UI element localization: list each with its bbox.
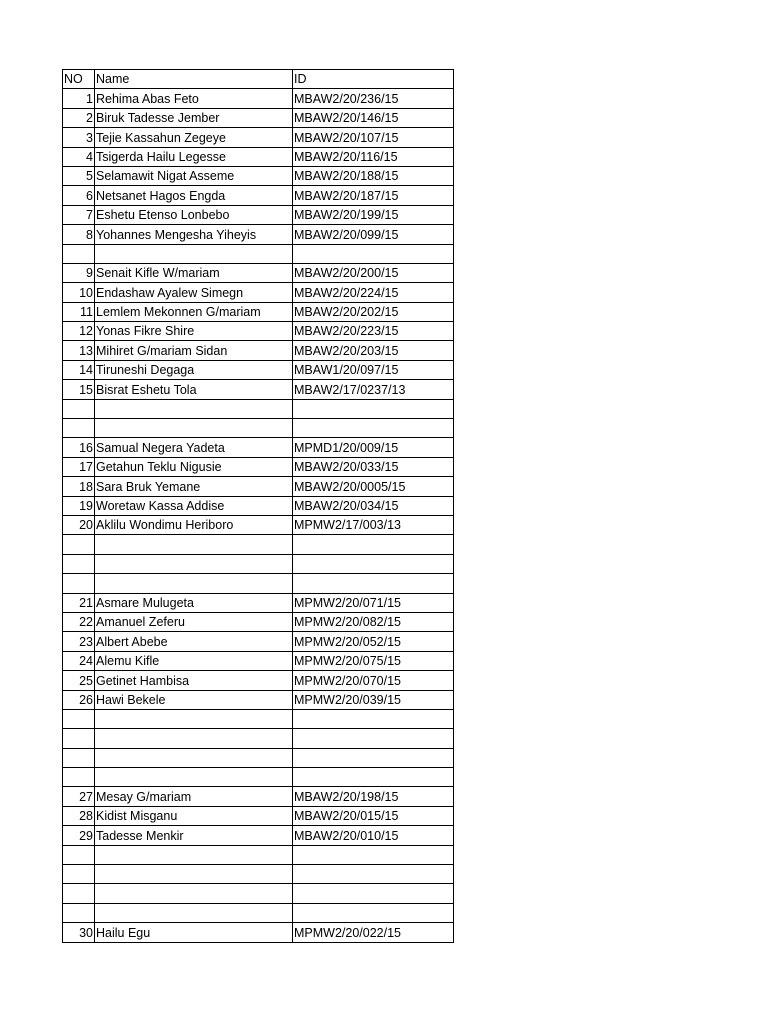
cell-id: MBAW2/20/199/15	[293, 205, 454, 224]
cell-name: Netsanet Hagos Engda	[95, 186, 293, 205]
cell-no	[63, 845, 95, 864]
cell-id: MBAW2/20/188/15	[293, 166, 454, 185]
cell-id: MBAW2/17/0237/13	[293, 380, 454, 399]
cell-id: MPMW2/20/070/15	[293, 671, 454, 690]
table-row	[63, 671, 454, 690]
cell-name	[95, 729, 293, 748]
cell-name	[95, 903, 293, 922]
cell-id: MBAW2/20/107/15	[293, 128, 454, 147]
cell-no: 2	[63, 108, 95, 127]
table-row	[63, 884, 454, 903]
table-row	[63, 89, 454, 108]
cell-id	[293, 748, 454, 767]
table-row	[63, 709, 454, 728]
table-row	[63, 186, 454, 205]
table-row	[63, 593, 454, 612]
cell-no: 17	[63, 457, 95, 476]
table-row	[63, 341, 454, 360]
cell-id: MBAW2/20/236/15	[293, 89, 454, 108]
table-row	[63, 806, 454, 825]
cell-no	[63, 399, 95, 418]
table-row	[63, 128, 454, 147]
table-row	[63, 438, 454, 457]
cell-name: Tiruneshi Degaga	[95, 360, 293, 379]
cell-no: 22	[63, 612, 95, 631]
cell-id: MBAW2/20/203/15	[293, 341, 454, 360]
table-row	[63, 399, 454, 418]
cell-id: MPMW2/20/071/15	[293, 593, 454, 612]
cell-no	[63, 535, 95, 554]
cell-no	[63, 244, 95, 263]
table-row	[63, 903, 454, 922]
cell-no: 28	[63, 806, 95, 825]
cell-name	[95, 845, 293, 864]
cell-no: 8	[63, 225, 95, 244]
table-row	[63, 283, 454, 302]
table-row	[63, 477, 454, 496]
cell-id: MPMW2/20/022/15	[293, 923, 454, 942]
cell-no	[63, 554, 95, 573]
cell-id: MPMW2/20/082/15	[293, 612, 454, 631]
table-row	[63, 225, 454, 244]
cell-id: MBAW2/20/187/15	[293, 186, 454, 205]
cell-name: Bisrat Eshetu Tola	[95, 380, 293, 399]
cell-name: Rehima Abas Feto	[95, 89, 293, 108]
table-row	[63, 826, 454, 845]
cell-id: MBAW2/20/224/15	[293, 283, 454, 302]
cell-no: 15	[63, 380, 95, 399]
cell-no: 23	[63, 632, 95, 651]
table-body	[63, 70, 454, 943]
cell-name: Tsigerda Hailu Legesse	[95, 147, 293, 166]
cell-name	[95, 244, 293, 263]
table-row	[63, 322, 454, 341]
cell-id: MBAW2/20/198/15	[293, 787, 454, 806]
cell-id: MBAW2/20/010/15	[293, 826, 454, 845]
cell-name: Sara Bruk Yemane	[95, 477, 293, 496]
cell-id	[293, 729, 454, 748]
table-row	[63, 768, 454, 787]
cell-name: Amanuel Zeferu	[95, 612, 293, 631]
cell-no: 16	[63, 438, 95, 457]
cell-no: 21	[63, 593, 95, 612]
cell-id	[293, 903, 454, 922]
table-header-row	[63, 70, 454, 89]
cell-no	[63, 574, 95, 593]
cell-id: MBAW2/20/034/15	[293, 496, 454, 515]
cell-id	[293, 244, 454, 263]
table-row	[63, 205, 454, 224]
cell-no: 11	[63, 302, 95, 321]
cell-no: 19	[63, 496, 95, 515]
cell-id	[293, 574, 454, 593]
table-row	[63, 263, 454, 282]
table-row	[63, 147, 454, 166]
cell-id: MBAW2/20/200/15	[293, 263, 454, 282]
cell-no: 6	[63, 186, 95, 205]
table-row	[63, 419, 454, 438]
cell-name	[95, 748, 293, 767]
cell-no: 9	[63, 263, 95, 282]
header-id: ID	[293, 70, 454, 89]
cell-name	[95, 554, 293, 573]
table-row	[63, 244, 454, 263]
table-row	[63, 845, 454, 864]
cell-id: MBAW2/20/0005/15	[293, 477, 454, 496]
cell-name	[95, 419, 293, 438]
table-row	[63, 302, 454, 321]
cell-name	[95, 535, 293, 554]
cell-name: Lemlem Mekonnen G/mariam	[95, 302, 293, 321]
cell-id: MPMW2/20/052/15	[293, 632, 454, 651]
table-row	[63, 651, 454, 670]
cell-id	[293, 709, 454, 728]
cell-id	[293, 768, 454, 787]
cell-id: MPMW2/20/039/15	[293, 690, 454, 709]
cell-no	[63, 419, 95, 438]
cell-no	[63, 768, 95, 787]
cell-name	[95, 865, 293, 884]
cell-no: 26	[63, 690, 95, 709]
cell-id: MPMD1/20/009/15	[293, 438, 454, 457]
cell-no: 30	[63, 923, 95, 942]
cell-name: Albert Abebe	[95, 632, 293, 651]
table-row	[63, 515, 454, 534]
cell-no: 5	[63, 166, 95, 185]
cell-name: Getinet Hambisa	[95, 671, 293, 690]
cell-name: Eshetu Etenso Lonbebo	[95, 205, 293, 224]
cell-no: 18	[63, 477, 95, 496]
table-row	[63, 380, 454, 399]
cell-no: 7	[63, 205, 95, 224]
cell-id: MBAW2/20/223/15	[293, 322, 454, 341]
cell-no: 4	[63, 147, 95, 166]
cell-name: Alemu Kifle	[95, 651, 293, 670]
cell-name: Woretaw Kassa Addise	[95, 496, 293, 515]
cell-name: Tadesse Menkir	[95, 826, 293, 845]
table-row	[63, 729, 454, 748]
cell-name	[95, 399, 293, 418]
cell-name: Endashaw Ayalew Simegn	[95, 283, 293, 302]
cell-no: 27	[63, 787, 95, 806]
cell-id	[293, 865, 454, 884]
cell-name: Asmare Mulugeta	[95, 593, 293, 612]
cell-id	[293, 884, 454, 903]
cell-no: 3	[63, 128, 95, 147]
table-row	[63, 690, 454, 709]
cell-no: 1	[63, 89, 95, 108]
cell-no	[63, 903, 95, 922]
cell-name	[95, 574, 293, 593]
cell-id: MBAW2/20/116/15	[293, 147, 454, 166]
cell-id	[293, 845, 454, 864]
table-row	[63, 787, 454, 806]
cell-no	[63, 729, 95, 748]
cell-id: MBAW2/20/033/15	[293, 457, 454, 476]
cell-name: Samual Negera Yadeta	[95, 438, 293, 457]
cell-no: 13	[63, 341, 95, 360]
cell-no: 29	[63, 826, 95, 845]
header-name: Name	[95, 70, 293, 89]
table-row	[63, 535, 454, 554]
cell-name	[95, 709, 293, 728]
cell-id: MBAW2/20/015/15	[293, 806, 454, 825]
cell-name: Biruk Tadesse Jember	[95, 108, 293, 127]
table-row	[63, 612, 454, 631]
cell-name: Tejie Kassahun Zegeye	[95, 128, 293, 147]
cell-no	[63, 709, 95, 728]
cell-id: MBAW2/20/099/15	[293, 225, 454, 244]
cell-no	[63, 748, 95, 767]
table-row	[63, 574, 454, 593]
cell-name: Yohannes Mengesha Yiheyis	[95, 225, 293, 244]
cell-id: MBAW2/20/146/15	[293, 108, 454, 127]
table-row	[63, 554, 454, 573]
cell-no: 14	[63, 360, 95, 379]
table-row	[63, 748, 454, 767]
cell-id: MPMW2/20/075/15	[293, 651, 454, 670]
table-row	[63, 108, 454, 127]
cell-id	[293, 399, 454, 418]
cell-name: Aklilu Wondimu Heriboro	[95, 515, 293, 534]
student-table	[62, 69, 454, 943]
cell-id: MBAW2/20/202/15	[293, 302, 454, 321]
table-row	[63, 166, 454, 185]
cell-no: 10	[63, 283, 95, 302]
cell-no: 20	[63, 515, 95, 534]
cell-id	[293, 554, 454, 573]
cell-name: Senait Kifle W/mariam	[95, 263, 293, 282]
cell-name: Kidist Misganu	[95, 806, 293, 825]
cell-no: 12	[63, 322, 95, 341]
cell-name: Hawi Bekele	[95, 690, 293, 709]
table-row	[63, 632, 454, 651]
table-row	[63, 360, 454, 379]
cell-id	[293, 419, 454, 438]
cell-id: MBAW1/20/097/15	[293, 360, 454, 379]
cell-name: Mesay G/mariam	[95, 787, 293, 806]
cell-id: MPMW2/17/003/13	[293, 515, 454, 534]
cell-name	[95, 768, 293, 787]
cell-name: Selamawit Nigat Asseme	[95, 166, 293, 185]
table-row	[63, 496, 454, 515]
table-row	[63, 865, 454, 884]
cell-no	[63, 865, 95, 884]
cell-name: Getahun Teklu Nigusie	[95, 457, 293, 476]
cell-name: Hailu Egu	[95, 923, 293, 942]
cell-no: 25	[63, 671, 95, 690]
header-no: NO	[63, 70, 95, 89]
cell-name: Yonas Fikre Shire	[95, 322, 293, 341]
cell-id	[293, 535, 454, 554]
table-row	[63, 923, 454, 942]
cell-no: 24	[63, 651, 95, 670]
cell-name	[95, 884, 293, 903]
table-row	[63, 457, 454, 476]
cell-name: Mihiret G/mariam Sidan	[95, 341, 293, 360]
cell-no	[63, 884, 95, 903]
